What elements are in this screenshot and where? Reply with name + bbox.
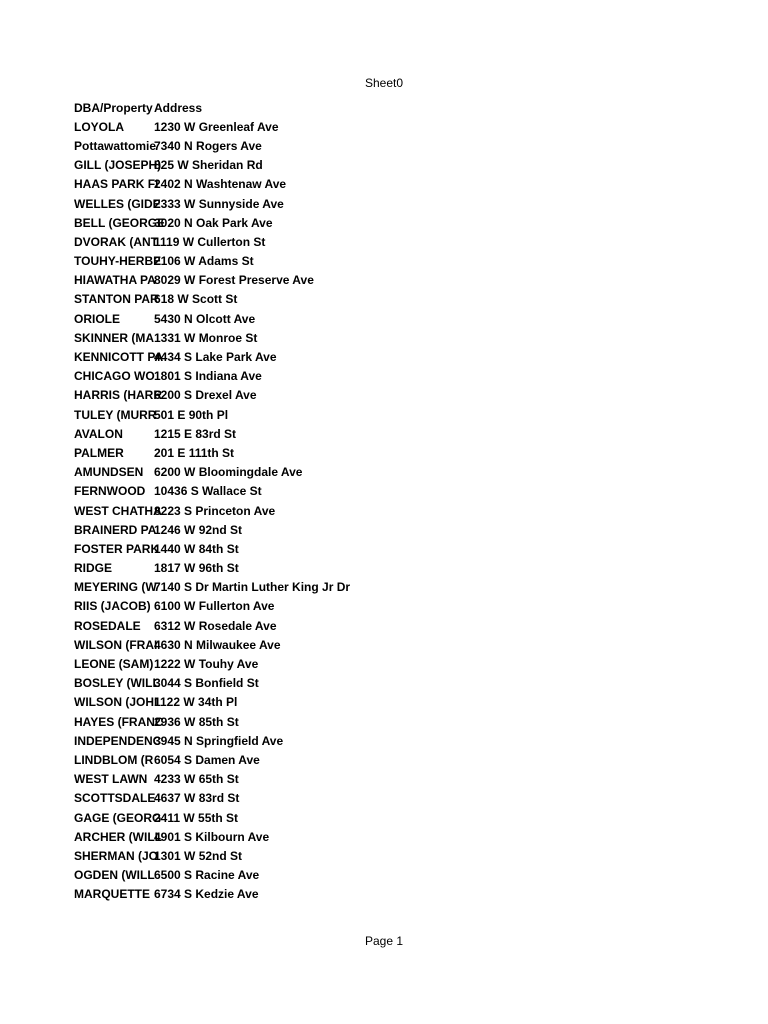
table-row [74, 674, 634, 693]
cell-dba-property: WILSON (FRAI [74, 637, 158, 652]
cell-dba-property: DVORAK (ANT [74, 234, 158, 249]
cell-dba-property: RIIS (JACOB) [74, 599, 151, 614]
cell-address: 8029 W Forest Preserve Ave [154, 273, 314, 288]
table-row [74, 252, 634, 271]
cell-dba-property: HIAWATHA PA [74, 273, 156, 288]
table-row [74, 597, 634, 616]
table-row [74, 232, 634, 251]
cell-address: 4434 S Lake Park Ave [154, 350, 277, 365]
cell-address: 5430 N Olcott Ave [154, 311, 256, 326]
table-row [74, 827, 634, 846]
table-row [74, 175, 634, 194]
cell-dba-property: ROSEDALE [74, 618, 141, 633]
cell-address: 3020 N Oak Park Ave [154, 215, 273, 230]
cell-address: 2936 W 85th St [154, 714, 239, 729]
cell-dba-property: HAYES (FRANC [74, 714, 164, 729]
cell-dba-property: GILL (JOSEPH) [74, 158, 162, 173]
cell-address: 7140 S Dr Martin Luther King Jr Dr [154, 580, 351, 595]
table-row [74, 290, 634, 309]
table-row [74, 501, 634, 520]
table-row [74, 846, 634, 865]
table-row [74, 539, 634, 558]
cell-dba-property: GAGE (GEORG [74, 810, 162, 825]
table-row [74, 386, 634, 405]
table-row [74, 808, 634, 827]
table-row [74, 309, 634, 328]
table-row [74, 367, 634, 386]
table-row [74, 731, 634, 750]
cell-address: 3945 N Springfield Ave [154, 733, 284, 748]
cell-address: 4233 W 65th St [154, 772, 239, 787]
cell-address: 7340 N Rogers Ave [154, 138, 262, 153]
table-row [74, 789, 634, 808]
table-row [74, 424, 634, 443]
table-row [74, 117, 634, 136]
cell-address: 618 W Scott St [154, 292, 238, 307]
cell-dba-property: TOUHY-HERBE [74, 254, 162, 269]
header-row [74, 98, 634, 117]
cell-dba-property: PALMER [74, 445, 124, 460]
cell-address: 201 E 111th St [154, 445, 235, 460]
page-number: Page 1 [364, 934, 404, 948]
cell-address: 1215 E 83rd St [154, 426, 237, 441]
cell-address: 8223 S Princeton Ave [154, 503, 276, 518]
cell-dba-property: WILSON (JOHI [74, 695, 158, 710]
table-row [74, 194, 634, 213]
cell-dba-property: TULEY (MURR [74, 407, 157, 422]
cell-address: 6312 W Rosedale Ave [154, 618, 277, 633]
cell-dba-property: OGDEN (WILL [74, 868, 155, 883]
cell-address: 1222 W Touhy Ave [154, 657, 259, 672]
cell-dba-property: AVALON [74, 426, 123, 441]
table-row [74, 156, 634, 175]
cell-address: 4637 W 83rd St [154, 791, 240, 806]
cell-address: 4901 S Kilbourn Ave [154, 829, 270, 844]
table-row [74, 271, 634, 290]
cell-dba-property: SCOTTSDALE [74, 791, 156, 806]
table-row [74, 770, 634, 789]
cell-address: 825 W Sheridan Rd [154, 158, 263, 173]
table-row [74, 616, 634, 635]
cell-address: 6100 W Fullerton Ave [154, 599, 275, 614]
cell-address: 1817 W 96th St [154, 561, 239, 576]
cell-address: 4630 N Milwaukee Ave [154, 637, 281, 652]
cell-address: 2402 N Washtenaw Ave [154, 177, 287, 192]
cell-address: 6734 S Kedzie Ave [154, 887, 259, 902]
cell-dba-property: RIDGE [74, 561, 113, 576]
cell-dba-property: BELL (GEORGE [74, 215, 166, 230]
table-row [74, 635, 634, 654]
cell-dba-property: Pottawattomie [74, 138, 157, 153]
table-row [74, 654, 634, 673]
table-row [74, 347, 634, 366]
cell-address: 1230 W Greenleaf Ave [154, 119, 279, 134]
cell-dba-property: ARCHER (WILL [74, 829, 162, 844]
table-row [74, 693, 634, 712]
table-row [74, 213, 634, 232]
cell-dba-property: LOYOLA [74, 119, 124, 134]
table-row [74, 482, 634, 501]
sheet-title: Sheet0 [364, 76, 404, 90]
cell-address: 1801 S Indiana Ave [154, 369, 262, 384]
header-address: Address [154, 100, 203, 115]
table-row [74, 136, 634, 155]
cell-dba-property: ORIOLE [74, 311, 121, 326]
cell-dba-property: WELLES (GIDE [74, 196, 161, 211]
cell-dba-property: SHERMAN (JO [74, 848, 159, 863]
cell-dba-property: WEST LAWN [74, 772, 148, 787]
cell-dba-property: FOSTER PARK [74, 541, 160, 556]
cell-address: 1246 W 92nd St [154, 522, 243, 537]
cell-address: 6500 S Racine Ave [154, 868, 260, 883]
cell-dba-property: WEST CHATHA [74, 503, 162, 518]
table-row [74, 578, 634, 597]
cell-dba-property: HAAS PARK FI [74, 177, 159, 192]
cell-address: 6054 S Damen Ave [154, 752, 260, 767]
cell-address: 6200 S Drexel Ave [154, 388, 257, 403]
cell-dba-property: LINDBLOM (R [74, 752, 154, 767]
cell-address: 2411 W 55th St [154, 810, 239, 825]
cell-address: 1119 W Cullerton St [154, 234, 266, 249]
table-row [74, 463, 634, 482]
cell-dba-property: CHICAGO WO [74, 369, 155, 384]
cell-address: 1301 W 52nd St [154, 848, 243, 863]
table-row [74, 405, 634, 424]
table-row [74, 885, 634, 904]
cell-dba-property: MEYERING (W [74, 580, 157, 595]
cell-dba-property: BOSLEY (WILL [74, 676, 160, 691]
cell-address: 501 E 90th Pl [154, 407, 229, 422]
table-row [74, 712, 634, 731]
cell-address: 2106 W Adams St [154, 254, 254, 269]
cell-address: 6200 W Bloomingdale Ave [154, 465, 303, 480]
table-row [74, 443, 634, 462]
table-row [74, 559, 634, 578]
cell-dba-property: STANTON PAR [74, 292, 159, 307]
cell-dba-property: FERNWOOD [74, 484, 146, 499]
cell-dba-property: LEONE (SAM) [74, 657, 154, 672]
cell-address: 1122 W 34th Pl [154, 695, 238, 710]
cell-dba-property: HARRIS (HARR [74, 388, 162, 403]
header-dba-property: DBA/Property [74, 100, 153, 115]
table-row [74, 866, 634, 885]
cell-dba-property: AMUNDSEN [74, 465, 144, 480]
cell-address: 1440 W 84th St [154, 541, 239, 556]
table-row [74, 750, 634, 769]
cell-address: 10436 S Wallace St [154, 484, 262, 499]
table-row [74, 520, 634, 539]
data-table [74, 98, 634, 904]
cell-address: 1331 W Monroe St [154, 330, 258, 345]
cell-address: 3044 S Bonfield St [154, 676, 259, 691]
cell-dba-property: SKINNER (MA [74, 330, 154, 345]
table-row [74, 328, 634, 347]
cell-dba-property: INDEPENDENC [74, 733, 162, 748]
cell-dba-property: MARQUETTE [74, 887, 150, 902]
cell-address: 2333 W Sunnyside Ave [154, 196, 284, 211]
cell-dba-property: KENNICOTT PA [74, 350, 164, 365]
cell-dba-property: BRAINERD PA [74, 522, 157, 537]
